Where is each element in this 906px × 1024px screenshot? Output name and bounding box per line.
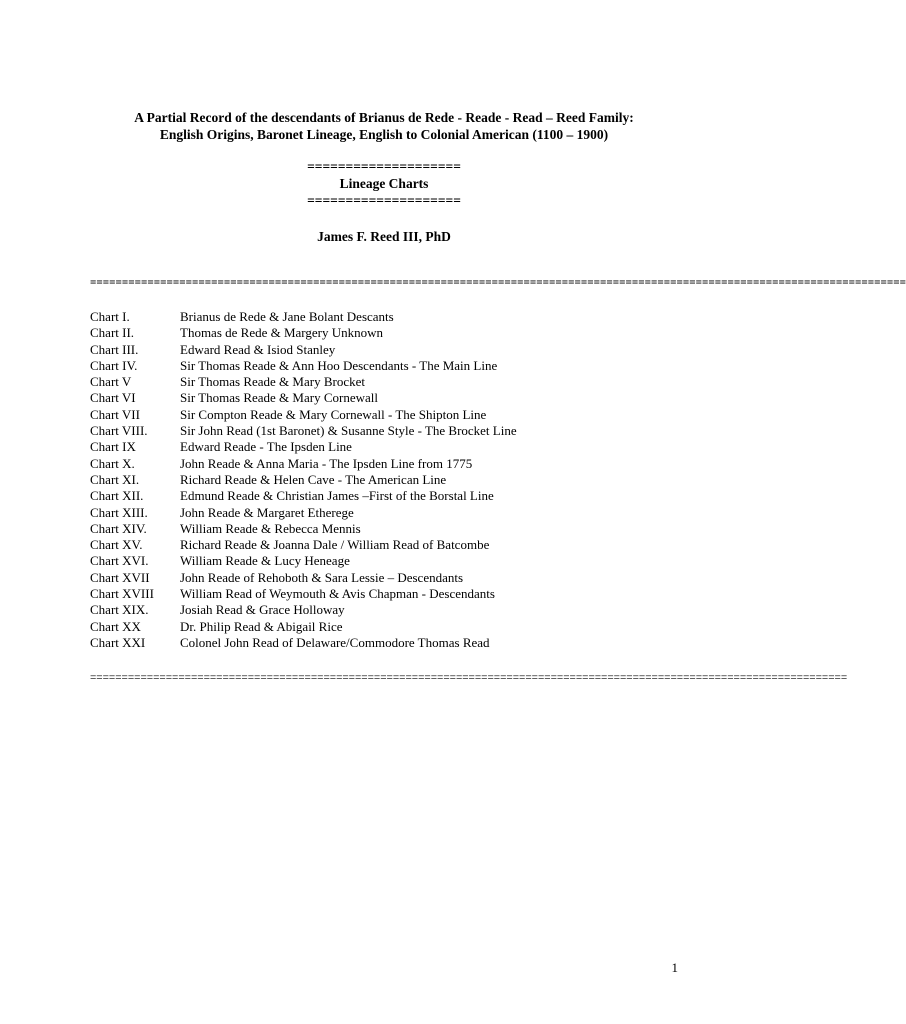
chart-number: Chart XVII <box>90 569 150 585</box>
chart-description: Sir Thomas Reade & Ann Hoo Descendants - The Main Line <box>180 357 498 373</box>
document-title-line-1: A Partial Record of the descendants of Brianus de Rede - Reade - Read – Reed Family: <box>134 110 634 125</box>
chart-description: Edward Read & Isiod Stanley <box>180 341 336 357</box>
chart-description: Edward Reade - The Ipsden Line <box>180 439 352 455</box>
chart-number: Chart XVIII <box>90 586 154 602</box>
chart-list-item <box>90 488 517 504</box>
chart-description: Sir Thomas Reade & Mary Cornewall <box>180 390 378 406</box>
author-name: James F. Reed III, PhD <box>317 229 451 244</box>
chart-list-item <box>90 553 517 569</box>
chart-number: Chart X. <box>90 455 135 471</box>
chart-description: William Read of Weymouth & Avis Chapman - Descendants <box>180 586 495 602</box>
chart-number: Chart III. <box>90 341 139 357</box>
page-number: 1 <box>671 960 678 975</box>
chart-list-item <box>90 635 517 651</box>
chart-number: Chart XII. <box>90 488 144 504</box>
chart-description: Dr. Philip Read & Abigail Rice <box>180 618 343 634</box>
chart-number: Chart II. <box>90 325 135 341</box>
chart-number: Chart XIX. <box>90 602 149 618</box>
chart-number: Chart V <box>90 374 132 390</box>
chart-number: Chart I. <box>90 309 130 324</box>
chart-list-item <box>90 521 517 537</box>
chart-description: Thomas de Rede & Margery Unknown <box>180 325 384 341</box>
chart-list-item <box>90 423 517 439</box>
chart-number: Chart VII <box>90 406 140 422</box>
chart-number: Chart XVI. <box>90 553 149 569</box>
chart-number: Chart IV. <box>90 357 138 373</box>
chart-description: John Reade & Anna Maria - The Ipsden Line from 1775 <box>180 455 473 471</box>
chart-number: Chart XXI <box>90 634 146 650</box>
chart-list-item <box>90 325 517 341</box>
chart-number: Chart XV. <box>90 537 143 553</box>
chart-description: Josiah Read & Grace Holloway <box>180 602 345 618</box>
chart-description: Sir John Read (1st Baronet) & Susanne Style - The Brocket Line <box>180 423 517 439</box>
section-title: Lineage Charts <box>339 176 429 191</box>
divider-top: ================================================================================================================================ <box>90 277 906 289</box>
chart-description: Sir Thomas Reade & Mary Brocket <box>180 374 365 390</box>
section-rule-top: ==================== <box>307 159 461 174</box>
chart-number: Chart XIV. <box>90 520 147 536</box>
chart-list-item <box>90 358 517 374</box>
chart-description: John Reade & Margaret Etherege <box>180 504 354 520</box>
chart-list-item <box>90 407 517 423</box>
chart-description: Richard Reade & Joanna Dale / William Read of Batcombe <box>180 537 490 553</box>
chart-number: Chart VI <box>90 390 136 406</box>
chart-number: Chart XI. <box>90 471 140 487</box>
chart-description: Brianus de Rede & Jane Bolant Descants <box>180 309 394 324</box>
chart-list-item <box>90 374 517 390</box>
document-title-line-2: English Origins, Baronet Lineage, English to Colonial American (1100 – 1900) <box>159 127 609 142</box>
chart-description: Richard Reade & Helen Cave - The American Line <box>180 471 447 487</box>
chart-list-item <box>90 309 517 325</box>
chart-description: William Reade & Rebecca Mennis <box>180 520 361 536</box>
chart-list-item <box>90 619 517 635</box>
chart-description: Sir Compton Reade & Mary Cornewall - The Shipton Line <box>180 406 487 422</box>
chart-list-item <box>90 586 517 602</box>
chart-list-item <box>90 472 517 488</box>
section-rule-bottom: ==================== <box>307 193 461 208</box>
chart-list-item <box>90 505 517 521</box>
chart-list-item <box>90 537 517 553</box>
chart-number: Chart XX <box>90 618 141 634</box>
chart-list-item <box>90 456 517 472</box>
chart-list-item <box>90 602 517 618</box>
chart-number: Chart VIII. <box>90 423 148 439</box>
chart-list-item <box>90 342 517 358</box>
chart-description: Colonel John Read of Delaware/Commodore Thomas Read <box>180 634 490 650</box>
chart-list-item <box>90 390 517 406</box>
chart-number: Chart IX <box>90 439 136 455</box>
chart-description: John Reade of Rehoboth & Sara Lessie – Descendants <box>180 569 464 585</box>
divider-bottom: ======================================================================================================================== <box>90 672 848 684</box>
chart-list-item <box>90 439 517 455</box>
chart-description: William Reade & Lucy Heneage <box>180 553 350 569</box>
chart-list-item <box>90 570 517 586</box>
chart-number: Chart XIII. <box>90 504 148 520</box>
chart-description: Edmund Reade & Christian James –First of the Borstal Line <box>180 488 494 504</box>
chart-list <box>90 309 517 651</box>
